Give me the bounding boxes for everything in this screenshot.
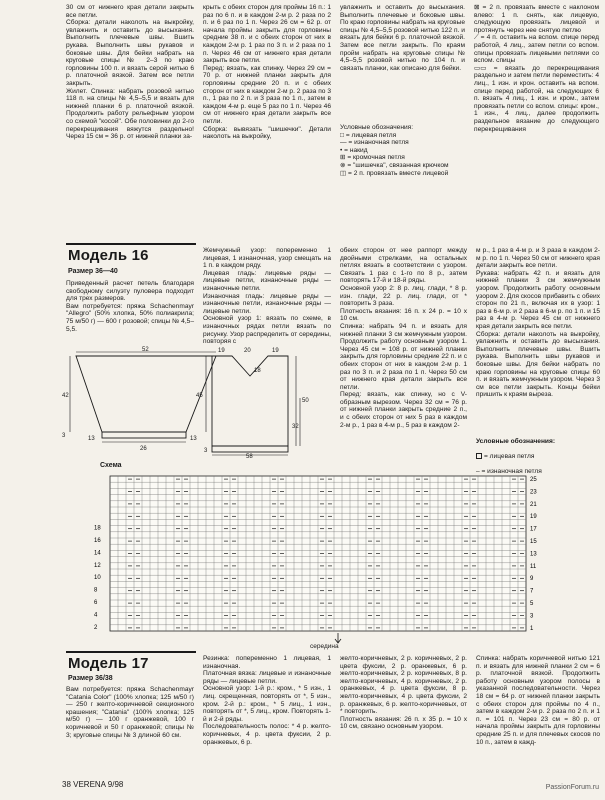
model17-column-1: Вам потребуется: пряжа Schachenmayr "Catania Color" (100% хлопка; 125 м/50 г) — 250 г желто-коричневой секционного крашения; "Catania" (100% хлопка; 125 м/50 г) — 100 г оранжевой, 100 г коричневой и 50 г оранжевой; спицы № 3; круговые спицы № 3 длиной 60 см. <box>66 686 194 739</box>
row-number-right: 7 <box>530 588 534 595</box>
site-watermark: PassionForum.ru <box>545 784 599 791</box>
model16-column-4: м р., 1 раз в 4-м р. и 3 раза в каждом 2-м р. по 1 п. Через 50 см от нижнего края детали закрыть все петли. Рукава: набрать 42 п. и вязать для нижней планки 3 см жемчужным узором. Продолжить работу основным узором 2. Для скосов прибавить с обеих сторон по 21 п., включая их в узор: 1 раз в 6-м р. и 2 раза в 6-м р. по 1 п. и 15 раз в 4-м р. Через 45 см от нижнего края детали закрыть все петли. Сборка: детали наколоть на выкройку, увлажнить и оставить до высыхания. Выполнить плечевые швы. Вшить рукава. Выполнить швы рукавов и боковые швы. Для бейки набрать по краю горловины на круговые спицы 60 п. и вязать жемчужным узором. Через 3 см все петли закрыть. Концы бейки пришить к краям выреза. <box>476 247 600 399</box>
body-hem <box>212 446 288 452</box>
model16-legend <box>476 430 600 475</box>
stitch-chart <box>92 470 562 640</box>
scheme-center-label: середина <box>310 643 339 650</box>
row-number-left: 2 <box>94 624 98 631</box>
model17-size: Размер 36/38 <box>68 675 113 682</box>
body-outline <box>212 356 288 446</box>
dim-sleeve-side: 42 <box>62 393 69 399</box>
model16-size: Размер 36—40 <box>68 268 118 275</box>
row-number-right: 15 <box>530 539 537 545</box>
row-number-right: 9 <box>530 576 534 583</box>
row-number-right: 23 <box>530 489 537 496</box>
dim-sleeve-right: 45 <box>196 393 203 399</box>
row-number-left: 4 <box>94 612 98 619</box>
row-number-right: 1 <box>530 625 534 632</box>
top-column-3b-legend: Условные обозначения: □ = лицевая петля — = изнаночная петля • = накид ⊞ = кромочная петля ⊗ = "шишечка", связанная крючком ◫ = 2 п. провязать вместе лицевой <box>340 124 449 177</box>
row-number-right: 19 <box>530 514 537 521</box>
scheme-title: Схема <box>100 462 122 469</box>
page-footer: 38 VERENA 9/98 <box>62 780 124 789</box>
dim-sleeve-cuff: 3 <box>62 433 66 439</box>
dim-sleeve-center-bottom: 26 <box>140 446 147 452</box>
dim-sleeve-left-bottom: 13 <box>88 436 95 442</box>
model17-column-3: желто-коричневых, 2 р. коричневых, 2 р. цвета фуксии, 2 р. оранжевых, 6 р. желто-коричневых, 2 р. коричневых, 8 р. желто-коричневых, 4 р. коричневых, 2 р. оранжевых, 4 р. цвета фуксии, 8 р. желто-коричневых, 4 р. цвета фуксии, 2 р. оранжевых, 6 р. желто-коричневых, от * повторить. Плотность вязания: 26 п. x 35 р. = 10 x 10 см, связано основным узором. <box>340 655 467 731</box>
dim-body-top-right: 19 <box>272 348 279 354</box>
row-number-right: 25 <box>530 477 537 483</box>
row-number-right: 13 <box>530 551 537 558</box>
dim-body-inner: 32 <box>292 424 299 430</box>
top-column-1: 30 см от нижнего края детали закрыть все петли. Сборка: детали наколоть на выкройку, увлажнить и оставить до высыхания. Выполнить плечевые швы. Вшить рукава. Выполнить швы рукавов и боковые швы. Для бейки набрать на круговые спицы № 2–3 по краю горловины 100 п. и вязать серой нитью 6 р. платочной вязкой. Затем все петли закрыть. Жилет. Спинка: набрать розовой нитью 118 п. на спицы № 4,5–5,5 и вязать для нижней планки 6 р. платочной вязкой. Продолжить работу рельефным узором со схемой "косой". Обе половинки до 2-го перекрещивания вяжутся раздельно! Через 15 см = 36 р. от нижней планки за- <box>66 4 194 141</box>
dim-body-v: 18 <box>254 368 261 374</box>
model17-column-4: Спинка: набрать коричневой нитью 121 п. и вязать для нижней планки 2 см = 6 р. платочной вязкой. Продолжить работу основным узором полосы в указанной последовательности. Через 18 см = 64 р. от нижней планки закрыть с обеих сторон для проймы по 4 п., затем в каждом 2-м р. 2 раза по 2 п. и 1 п. = 101 п. Через 23 см = 80 р. от начала проймы закрыть для горловины средние 25 п. и для плечевых скосов по 10 п., затем в кажд- <box>476 655 600 746</box>
row-number-right: 21 <box>530 501 537 508</box>
row-number-left: 14 <box>94 550 101 557</box>
dim-sleeve-right-bottom: 13 <box>190 436 197 442</box>
model16-column-2: Жемчужный узор: попеременно 1 лицевая, 1 изнаночная, узор смещать на 1 п. в каждом ряду. Лицевая гладь: лицевые ряды — лицевые петли, изнаночные ряды — изнаночные петли. Изнаночная гладь: лицевые ряды — изнаночные петли, изнаночные ряды — лицевые петли. Основной узор 1: вязать по схеме, в изнаночных рядах петли вязать по рисунку. Узор распределить от середины, повторяя с <box>203 247 331 346</box>
row-number-left: 12 <box>94 562 101 569</box>
dim-body-hem: 3 <box>204 448 208 454</box>
row-number-left: 8 <box>94 587 98 594</box>
dim-body-side: 50 <box>302 398 309 404</box>
top-column-4: ⊠ = 2 п. провязать вместе с наклоном влево: 1 п. снять, как лицевую, следующую провязать лицевой и протянуть через нее снятую петлю ⟋ = 4 п. оставить на вспом. спице перед работой, 4 лиц., затем петли со вспом. спицы провязать лицевыми петлями со вспом. спицы ▭▭ = вязать до перекрещивания раздельно и затем петли переместить: 4 лиц., 1 изн. и крон. оставить на вспом. спице перед работой, на следующих 6 п. вязать 4 лиц., 1 изн. и кром., затем провязать петли со вспом. спицы: кром., 1 изн., 4 лиц., далее продолжить раздельное вязание до следующего перекрещивания <box>474 4 599 133</box>
model17-title: Модель 17 <box>68 655 149 672</box>
dim-sleeve-top: 52 <box>142 347 149 353</box>
model16-rule <box>66 243 196 245</box>
row-number-left: 10 <box>94 575 101 582</box>
row-number-left: 16 <box>94 538 101 544</box>
model17-column-2: Резинка: попеременно 1 лицевая, 1 изнаночная. Платочная вязка: лицевые и изнаночные ряды — лицевые петли. Основной узор: 1-й р.: кром., * 5 изн., 1 лиц. скрещенная, повторять от *, 5 изн., кром. 2-й р.: кром., * 5 лиц., 1 изн., повторять от *, 5 лиц., кром. Повторять 1-й и 2-й ряды. Последовательность полос: * 4 р. желто-коричневых, 4 р. цвета фуксии, 2 р. оранжевых, 6 р. <box>203 655 331 746</box>
dim-body-bottom: 58 <box>246 454 253 460</box>
row-number-right: 11 <box>530 563 537 570</box>
row-number-left: 18 <box>94 525 101 532</box>
top-column-2: крыть с обеих сторон для проймы 16 п.: 1 раз по 6 п. и в каждом 2-м р. 2 раза по 2 п. и 6 раз по 1 п. Через 26 см = 62 р. от начала проймы закрыть для горловины средние 38 п. и с обеих сторон от них в каждом 2-м р. 1 раз по 3 п. и 2 раза по 1 п. Через 46 см от нижнего края детали закрыть все петли. Перед: вязать, как спинку. Через 29 см = 70 р. от нижней планки закрыть для горловины средние 20 п. и с обеих сторон от них в каждом 2-м р. 2 раза по 3 п., 1 раз по 2 п. и 3 раза по 1 п., затем в каждом 4-м р. еще 5 раз по 1 п. Через 46 см от нижнего края детали закрыть все петли. Сборка: вывязать "шишечки". Детали наколоть на выкройку, <box>203 4 331 141</box>
sleeve-outline <box>76 356 216 432</box>
dim-body-top-mid: 20 <box>244 348 251 354</box>
row-number-left: 6 <box>94 600 98 606</box>
model17-rule <box>66 651 196 653</box>
dim-body-top-left: 19 <box>218 348 225 354</box>
top-column-3a: увлажнить и оставить до высыхания. Выполнить плечевые и боковые швы. По краю горловины набрать на круговые спицы № 4,5–5,5 розовой нитью 122 п. и вязать для бейки 6 р. платочной вязкой. Затем все петли закрыть. По краям пройм набрать на круговые спицы № 4,5–5,5 розовой нитью по 104 п. и связать планки, как описано для бейки. <box>340 4 465 72</box>
model16-title: Модель 16 <box>68 247 149 264</box>
row-number-right: 17 <box>530 526 537 533</box>
model16-column-1: Приведенный расчет петель благодаря свободному силуэту пуловера подходит для трех размеров. Вам потребуется: пряжа Schachenmayr "Allegro" (50% хлопка, 50% полиакрила; 75 м/50 г) — 600 г розовой; спицы № 4,5–5,5. <box>66 280 194 333</box>
row-number-right: 5 <box>530 601 534 607</box>
knit-stitch-icon <box>476 453 482 459</box>
legend-knit-label: = лицевая петля <box>484 452 535 460</box>
sleeve-cuff <box>102 432 186 438</box>
legend-row-knit <box>476 453 600 461</box>
legend-title: Условные обозначения: <box>476 437 556 445</box>
garment-schematic <box>56 342 336 458</box>
model16-column-3: обеих сторон от нее раппорт между двойными стрелками, на остальных петлях вязать в соответствии с узором. Связать 1 раз с 1-го по 8 р., затем повторять 17-й и 18-й ряды. Основной узор 2: 8 р. лиц. глади, * 8 р. изн. глади, 22 р. лиц. глади, от * повторить 3 раза. Плотность вязания: 16 п. x 24 р. = 10 x 10 см. Спинка: набрать 94 п. и вязать для нижней планки 3 см жемчужным узором. Продолжить работу основным узором 1. Через 45 см = 108 р. от нижней планки закрыть для горловины средние 22 п. и с обеих сторон от них в каждом 2-м р. 1 раз по 3 п. и 2 раза по 1 п. Через 50 см от нижнего края детали закрыть все петли. Перед: вязать, как спинку, но с V-образным вырезом. Через 32 см = 76 р. от нижней планки закрыть средние 2 п., и с обеих сторон от них 5 раз в каждом 2-м р., 1 раз в 4-м р., 5 раз в каждом 2- <box>340 247 467 429</box>
legend-purl-label: – = изнаночная петля <box>476 467 542 475</box>
center-arrow-icon <box>335 633 341 643</box>
row-number-right: 3 <box>530 613 534 620</box>
